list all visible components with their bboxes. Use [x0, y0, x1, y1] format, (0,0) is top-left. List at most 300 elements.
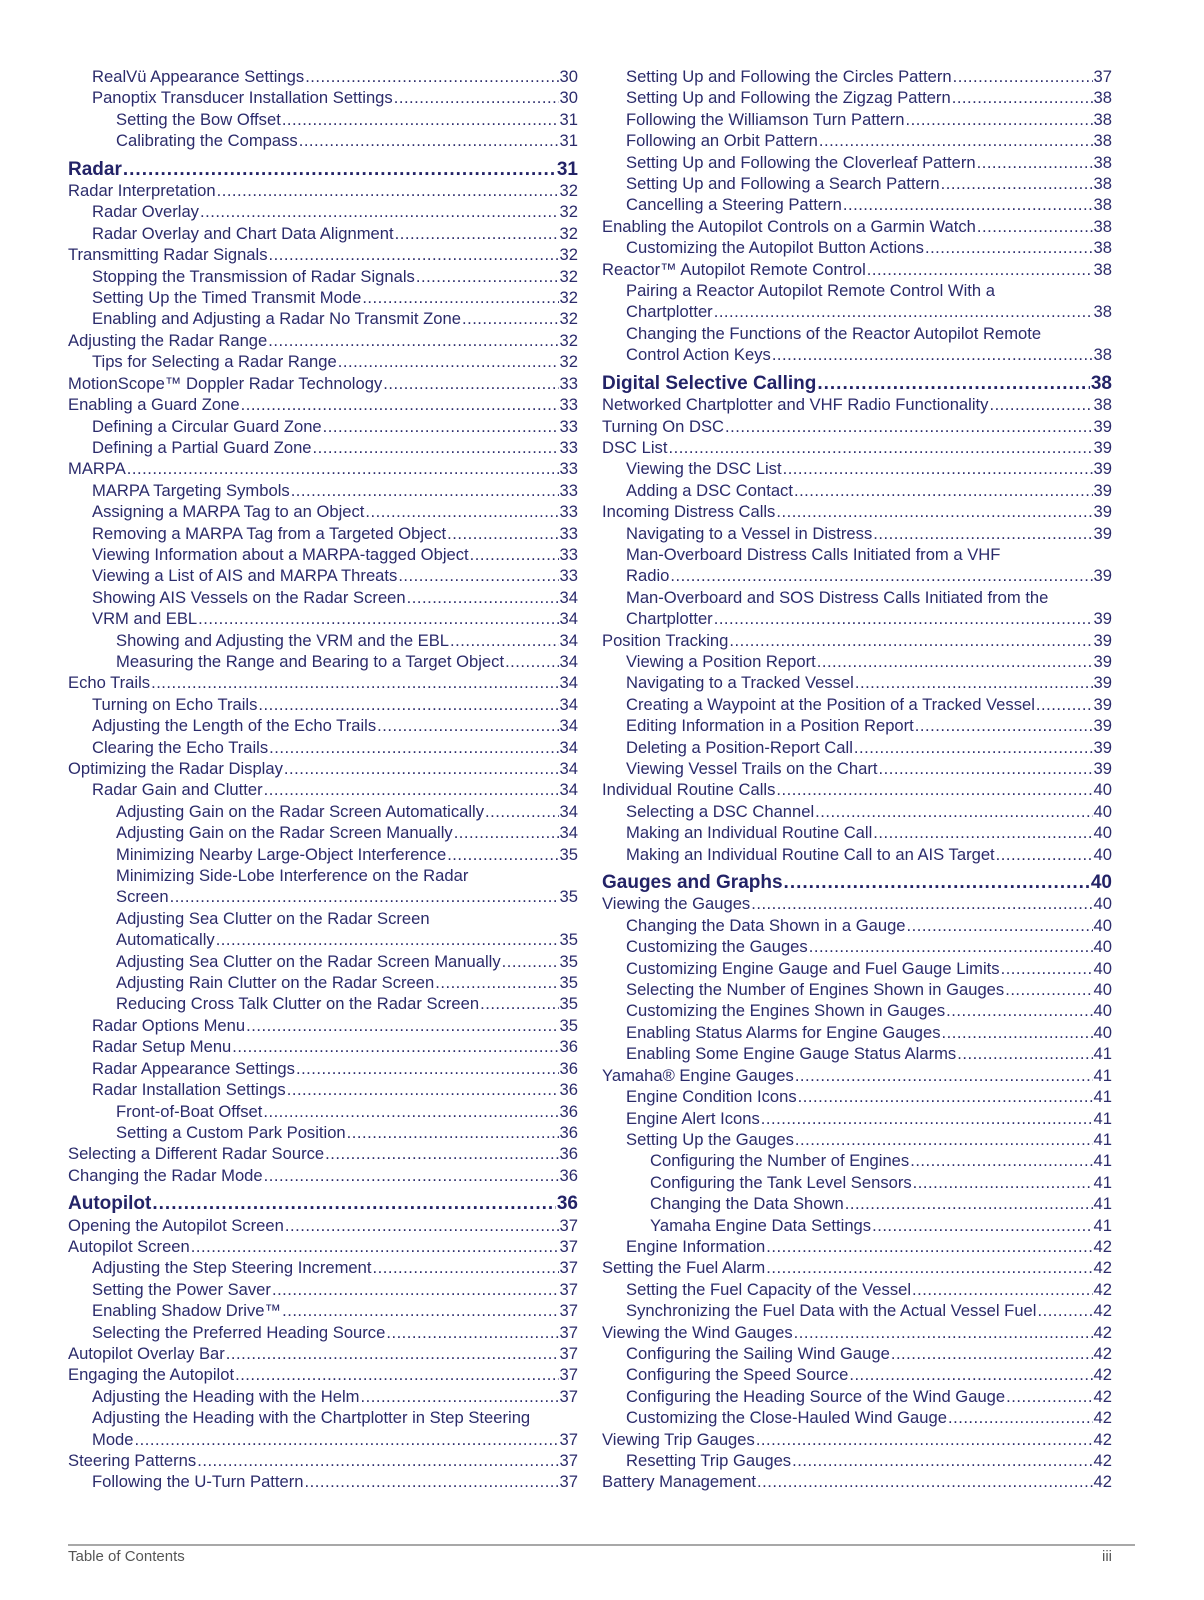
- toc-entry[interactable]: [602, 779, 1112, 800]
- toc-page-number: 40: [1093, 958, 1112, 978]
- toc-entry[interactable]: [68, 1322, 578, 1343]
- toc-page-number: 37: [559, 1322, 578, 1342]
- toc-entry[interactable]: [68, 201, 578, 222]
- toc-page-number: 39: [1093, 459, 1112, 479]
- toc-entry[interactable]: [602, 1450, 1112, 1471]
- toc-entry[interactable]: [68, 1279, 578, 1300]
- toc-entry-title: Radar Setup Menu: [92, 1037, 232, 1057]
- toc-page-number: 32: [559, 288, 578, 308]
- dot-leader: [792, 1450, 1092, 1471]
- toc-page-number: 34: [559, 673, 578, 693]
- toc-entry[interactable]: [68, 1143, 578, 1164]
- toc-entry-title: Following the Williamson Turn Pattern: [626, 109, 905, 129]
- toc-page-number: 32: [559, 181, 578, 201]
- toc-entry[interactable]: [602, 544, 1112, 587]
- toc-entry-title: Synchronizing the Fuel Data with the Actual Vessel Fuel: [626, 1301, 1037, 1321]
- toc-entry[interactable]: [602, 979, 1112, 1000]
- toc-entry[interactable]: [68, 180, 578, 201]
- toc-entry[interactable]: [602, 1043, 1112, 1064]
- toc-entry-title: Adjusting the Heading with the Chartplotter in Step Steering: [92, 1408, 531, 1428]
- dot-leader: [957, 1043, 1092, 1064]
- toc-entry[interactable]: [68, 416, 578, 437]
- toc-entry-title: Optimizing the Radar Display: [68, 759, 283, 778]
- toc-entry-title-continued: Chartplotter: [626, 609, 713, 629]
- dot-leader: [395, 223, 559, 244]
- toc-entry[interactable]: [602, 1471, 1112, 1492]
- dot-leader: [794, 480, 1093, 501]
- toc-entry-title: Setting Up the Gauges: [626, 1129, 794, 1149]
- toc-entry[interactable]: [68, 587, 578, 608]
- toc-page-number: 42: [1093, 1365, 1112, 1385]
- toc-entry[interactable]: [602, 480, 1112, 501]
- toc-entry-title: Adjusting the Heading with the Helm: [92, 1386, 360, 1406]
- dot-leader: [338, 351, 559, 372]
- dot-leader: [872, 1215, 1092, 1236]
- toc-entry-title: Engaging the Autopilot: [68, 1365, 235, 1385]
- toc-entry[interactable]: [68, 130, 578, 151]
- toc-entry-title: Transmitting Radar Signals: [68, 245, 268, 265]
- dot-leader: [996, 844, 1093, 865]
- toc-entry[interactable]: [602, 1215, 1112, 1236]
- toc-entry-title-continued: Mode: [92, 1429, 134, 1449]
- toc-entry[interactable]: [68, 1343, 578, 1364]
- toc-entry[interactable]: [602, 437, 1112, 458]
- toc-entry[interactable]: [602, 173, 1112, 194]
- toc-page-number: 41: [1093, 1044, 1112, 1064]
- toc-entry-title: Radar Overlay and Chart Data Alignment: [92, 223, 394, 243]
- toc-entry[interactable]: [68, 630, 578, 651]
- toc-page-number: 41: [1093, 1108, 1112, 1128]
- toc-page-number: 39: [1093, 523, 1112, 543]
- dot-leader: [910, 1150, 1092, 1171]
- dot-leader: [394, 87, 559, 108]
- toc-page-number: 33: [559, 566, 578, 586]
- toc-entry[interactable]: [68, 1101, 578, 1122]
- toc-entry[interactable]: [602, 651, 1112, 672]
- toc-entry[interactable]: [602, 630, 1112, 651]
- toc-entry-title: Viewing Trip Gauges: [602, 1429, 755, 1449]
- toc-entry[interactable]: [602, 1065, 1112, 1086]
- dot-leader: [873, 523, 1092, 544]
- toc-entry[interactable]: [68, 266, 578, 287]
- toc-page-number: 39: [1093, 673, 1112, 693]
- dot-leader: [480, 993, 558, 1014]
- dot-leader: [776, 501, 1092, 522]
- toc-entry[interactable]: [602, 1193, 1112, 1214]
- toc-entry[interactable]: [602, 715, 1112, 736]
- toc-entry-title: Configuring the Sailing Wind Gauge: [626, 1343, 890, 1363]
- toc-entry[interactable]: [602, 1429, 1112, 1450]
- dot-leader: [135, 1429, 559, 1450]
- toc-page-number: 38: [1093, 195, 1112, 215]
- dot-leader: [1036, 694, 1093, 715]
- toc-page-number: 34: [559, 587, 578, 607]
- toc-page-number: 34: [559, 651, 578, 671]
- toc-entry[interactable]: [68, 1364, 578, 1385]
- dot-leader: [191, 1236, 559, 1257]
- toc-entry[interactable]: [68, 844, 578, 865]
- toc-entry[interactable]: [602, 1086, 1112, 1107]
- toc-entry-title: Yamaha Engine Data Settings: [650, 1215, 872, 1235]
- toc-entry[interactable]: [68, 523, 578, 544]
- toc-page-number: 32: [559, 309, 578, 329]
- dot-leader: [361, 1386, 559, 1407]
- toc-page-number: 34: [559, 609, 578, 629]
- toc-page-number: 36: [559, 1058, 578, 1078]
- toc-entry[interactable]: [602, 109, 1112, 130]
- toc-entry[interactable]: [68, 1407, 578, 1450]
- toc-page-number: 42: [1093, 1343, 1112, 1363]
- toc-entry[interactable]: [68, 737, 578, 758]
- toc-entry-title: Enabling a Guard Zone: [68, 395, 240, 415]
- toc-page-number: 33: [559, 523, 578, 543]
- toc-entry-title: Customizing the Autopilot Button Actions: [626, 238, 924, 258]
- toc-entry[interactable]: [68, 244, 578, 265]
- toc-entry[interactable]: [68, 373, 578, 394]
- toc-entry[interactable]: [68, 951, 578, 972]
- toc-page-number: 35: [559, 951, 578, 971]
- toc-page-number: 37: [1093, 67, 1112, 86]
- toc-entry[interactable]: [68, 287, 578, 308]
- toc-page-number: 35: [559, 887, 578, 907]
- dot-leader: [170, 886, 559, 907]
- toc-page-number: 38: [1093, 238, 1112, 258]
- toc-entry-title: Setting Up and Following the Zigzag Pattern: [626, 88, 951, 108]
- toc-entry-title: Adjusting Gain on the Radar Screen Manually: [116, 823, 453, 843]
- toc-entry-title: Yamaha® Engine Gauges: [602, 1065, 794, 1085]
- toc-entry[interactable]: [68, 351, 578, 372]
- toc-entry-title: Setting Up and Following the Circles Pattern: [626, 67, 952, 86]
- dot-leader: [783, 458, 1093, 479]
- toc-entry-title: Viewing a Position Report: [626, 651, 816, 671]
- toc-entry[interactable]: [602, 893, 1112, 914]
- toc-entry[interactable]: [68, 822, 578, 843]
- toc-entry[interactable]: [68, 458, 578, 479]
- dot-leader: [879, 758, 1093, 779]
- toc-page-number: 41: [1093, 1087, 1112, 1107]
- toc-entry[interactable]: [602, 758, 1112, 779]
- toc-page-number: 39: [1093, 737, 1112, 757]
- toc-entry[interactable]: [68, 501, 578, 522]
- toc-page-number: 42: [1093, 1279, 1112, 1299]
- toc-page-number: 34: [559, 737, 578, 757]
- toc-page-number: 34: [559, 801, 578, 821]
- toc-entry-title: Customizing the Engines Shown in Gauges: [626, 1001, 946, 1021]
- toc-entry[interactable]: [602, 822, 1112, 843]
- toc-page-number: 32: [559, 223, 578, 243]
- toc-entry-title: Incoming Distress Calls: [602, 502, 776, 522]
- toc-entry-title: Enabling the Autopilot Controls on a Garmin Watch: [602, 216, 976, 236]
- toc-entry[interactable]: [602, 844, 1112, 865]
- toc-entry[interactable]: [68, 1471, 578, 1492]
- dot-leader: [953, 66, 1093, 87]
- toc-entry[interactable]: [602, 416, 1112, 437]
- toc-entry[interactable]: [602, 672, 1112, 693]
- toc-entry[interactable]: [602, 66, 1112, 87]
- toc-page-number: 33: [559, 395, 578, 415]
- dot-leader: [470, 544, 559, 565]
- toc-entry[interactable]: [68, 801, 578, 822]
- toc-entry-title: Viewing the Gauges: [602, 894, 751, 914]
- toc-entry-title: Reducing Cross Talk Clutter on the Radar Screen: [116, 994, 480, 1014]
- toc-entry[interactable]: [602, 323, 1112, 366]
- toc-entry[interactable]: [602, 801, 1112, 822]
- toc-entry[interactable]: [602, 1343, 1112, 1364]
- toc-entry[interactable]: [602, 1236, 1112, 1257]
- toc-entry[interactable]: [68, 651, 578, 672]
- toc-entry[interactable]: [602, 1000, 1112, 1021]
- toc-entry[interactable]: [602, 130, 1112, 151]
- section-title: Autopilot: [68, 1193, 152, 1215]
- toc-entry-title: Editing Information in a Position Report: [626, 716, 914, 736]
- toc-entry[interactable]: [602, 1279, 1112, 1300]
- toc-page-number: 35: [559, 844, 578, 864]
- toc-section-heading[interactable]: [68, 1193, 578, 1214]
- toc-entry-title: Echo Trails: [68, 673, 151, 693]
- toc-page-number: 30: [559, 67, 578, 86]
- toc-entry-title-continued: Chartplotter: [626, 302, 713, 322]
- toc-entry-title: Adjusting Sea Clutter on the Radar Screen Manually: [116, 951, 501, 971]
- toc-page-number: 37: [559, 1472, 578, 1492]
- toc-entry-title: Resetting Trip Gauges: [626, 1451, 792, 1470]
- toc-entry[interactable]: [68, 1300, 578, 1321]
- dot-leader: [952, 87, 1093, 108]
- toc-entry[interactable]: [602, 501, 1112, 522]
- toc-page-number: 34: [559, 630, 578, 650]
- toc-page-number: 33: [559, 502, 578, 522]
- toc-entry-title: Position Tracking: [602, 630, 729, 650]
- toc-entry[interactable]: [68, 1036, 578, 1057]
- toc-entry[interactable]: [602, 1407, 1112, 1428]
- dot-leader: [668, 437, 1092, 458]
- toc-entry-title: Setting Up and Following a Search Pattern: [626, 174, 940, 194]
- toc-entry[interactable]: [68, 1058, 578, 1079]
- toc-entry[interactable]: [68, 779, 578, 800]
- toc-section-heading[interactable]: [68, 159, 578, 180]
- toc-entry[interactable]: [68, 608, 578, 629]
- dot-leader: [151, 672, 558, 693]
- dot-leader: [1006, 1386, 1092, 1407]
- toc-page-number: 39: [1093, 416, 1112, 436]
- toc-entry-title: Minimizing Nearby Large-Object Interference: [116, 844, 447, 864]
- toc-entry[interactable]: [68, 1236, 578, 1257]
- dot-leader: [246, 1015, 558, 1036]
- toc-entry[interactable]: [602, 1172, 1112, 1193]
- toc-entry-title: Selecting the Preferred Heading Source: [92, 1322, 386, 1342]
- toc-entry-title: Selecting a DSC Channel: [626, 801, 815, 821]
- toc-page-number: 33: [559, 459, 578, 479]
- dot-leader: [462, 308, 559, 329]
- dot-leader: [454, 822, 559, 843]
- toc-page-number: 39: [1093, 694, 1112, 714]
- toc-page-number: 32: [559, 245, 578, 265]
- toc-entry-title: Viewing a List of AIS and MARPA Threats: [92, 566, 398, 586]
- toc-entry-continuation: [116, 929, 578, 950]
- dot-leader: [398, 565, 558, 586]
- toc-entry-title: Setting Up the Timed Transmit Mode: [92, 288, 362, 308]
- toc-page-number: 34: [559, 716, 578, 736]
- toc-entry[interactable]: [68, 394, 578, 415]
- toc-page-number: 41: [1093, 1065, 1112, 1085]
- dot-leader: [362, 287, 558, 308]
- toc-entry[interactable]: [68, 865, 578, 908]
- dot-leader: [766, 1236, 1092, 1257]
- toc-entry-title: Customizing the Close-Hauled Wind Gauge: [626, 1408, 947, 1428]
- toc-entry-title: Showing and Adjusting the VRM and the EBL: [116, 630, 450, 650]
- dot-leader: [907, 915, 1093, 936]
- toc-section-heading[interactable]: [602, 373, 1112, 394]
- toc-entry[interactable]: [602, 737, 1112, 758]
- toc-column-left: [68, 66, 578, 1493]
- toc-entry[interactable]: [68, 1386, 578, 1407]
- toc-entry[interactable]: [602, 1300, 1112, 1321]
- toc-page-number: 33: [559, 437, 578, 457]
- toc-entry[interactable]: [68, 1165, 578, 1186]
- toc-entry[interactable]: [68, 330, 578, 351]
- toc-entry[interactable]: [68, 1079, 578, 1100]
- toc-entry[interactable]: [68, 694, 578, 715]
- dot-leader: [989, 394, 1092, 415]
- dot-leader: [200, 201, 559, 222]
- toc-page-number: 40: [1093, 1022, 1112, 1042]
- toc-entry-title: Setting the Power Saver: [92, 1279, 271, 1299]
- toc-entry-title: Adjusting the Step Steering Increment: [92, 1258, 372, 1278]
- toc-entry[interactable]: [68, 758, 578, 779]
- toc-page-number: 40: [1093, 801, 1112, 821]
- dot-leader: [232, 1036, 558, 1057]
- toc-entry[interactable]: [602, 259, 1112, 280]
- toc-entry[interactable]: [68, 1015, 578, 1036]
- toc-page-number: 38: [1093, 131, 1112, 151]
- toc-page-number: 40: [1093, 915, 1112, 935]
- toc-entry[interactable]: [68, 223, 578, 244]
- toc-entry[interactable]: [602, 1386, 1112, 1407]
- toc-page-number: 38: [1093, 88, 1112, 108]
- toc-page-number: 32: [559, 266, 578, 286]
- toc-entry-title: Configuring the Heading Source of the Wind Gauge: [626, 1386, 1006, 1406]
- toc-entry-title: Calibrating the Compass: [116, 131, 298, 151]
- toc-entry[interactable]: [602, 237, 1112, 258]
- toc-page-number: 35: [559, 1015, 578, 1035]
- toc-entry[interactable]: [602, 394, 1112, 415]
- toc-page-number: 35: [559, 994, 578, 1014]
- toc-page-number: 37: [559, 1343, 578, 1363]
- toc-entry[interactable]: [602, 523, 1112, 544]
- toc-entry-title: Engine Information: [626, 1236, 766, 1256]
- toc-section-heading[interactable]: [602, 872, 1112, 893]
- toc-page-number: 39: [1093, 759, 1112, 778]
- toc-page-number: 38: [1093, 152, 1112, 172]
- toc-page-number: 34: [559, 694, 578, 714]
- toc-entry[interactable]: [602, 280, 1112, 323]
- dot-leader: [197, 1450, 558, 1471]
- toc-page-number: 42: [1093, 1236, 1112, 1256]
- toc-page-number: 37: [559, 1236, 578, 1256]
- toc-entry-title: Making an Individual Routine Call: [626, 823, 873, 843]
- toc-entry[interactable]: [68, 109, 578, 130]
- toc-entry[interactable]: [602, 152, 1112, 173]
- toc-entry[interactable]: [68, 908, 578, 951]
- toc-page-number: 39: [1093, 651, 1112, 671]
- toc-entry[interactable]: [68, 1215, 578, 1236]
- toc-entry[interactable]: [68, 672, 578, 693]
- toc-entry[interactable]: [602, 1257, 1112, 1278]
- toc-page-number: 39: [1093, 502, 1112, 522]
- toc-entry[interactable]: [602, 1150, 1112, 1171]
- dot-leader: [977, 216, 1093, 237]
- dot-leader: [263, 1101, 558, 1122]
- toc-entry[interactable]: [602, 1108, 1112, 1129]
- toc-entry[interactable]: [602, 1364, 1112, 1385]
- toc-entry[interactable]: [602, 958, 1112, 979]
- toc-entry[interactable]: [68, 1450, 578, 1471]
- toc-entry-title: Panoptix Transducer Installation Settings: [92, 88, 393, 108]
- toc-entry-title: Enabling Some Engine Gauge Status Alarms: [626, 1044, 957, 1064]
- toc-entry-title: Stopping the Transmission of Radar Signals: [92, 266, 415, 286]
- toc-entry[interactable]: [602, 587, 1112, 630]
- toc-entry[interactable]: [68, 993, 578, 1014]
- dot-leader: [217, 180, 559, 201]
- toc-entry-title: Pairing a Reactor Autopilot Remote Control With a: [626, 281, 995, 301]
- toc-entry[interactable]: [68, 972, 578, 993]
- toc-entry[interactable]: [602, 194, 1112, 215]
- toc-page-number: 40: [1093, 980, 1112, 1000]
- toc-entry[interactable]: [68, 480, 578, 501]
- toc-page-number: 42: [1093, 1301, 1112, 1321]
- toc-entry-title: MotionScope™ Doppler Radar Technology: [68, 373, 383, 393]
- dot-leader: [127, 458, 559, 479]
- toc-entry-title: Steering Patterns: [68, 1451, 197, 1470]
- toc-entry[interactable]: [602, 1022, 1112, 1043]
- toc-entry[interactable]: [602, 87, 1112, 108]
- footer-divider: [68, 1544, 1135, 1546]
- toc-page-number: 41: [1093, 1215, 1112, 1235]
- toc-entry[interactable]: [68, 1257, 578, 1278]
- dot-leader: [291, 480, 559, 501]
- toc-entry[interactable]: [68, 565, 578, 586]
- toc-entry[interactable]: [602, 915, 1112, 936]
- dot-leader: [313, 437, 559, 458]
- toc-entry[interactable]: [68, 66, 578, 87]
- dot-leader: [946, 1000, 1092, 1021]
- toc-page-number: 36: [559, 1122, 578, 1142]
- toc-page-number: 39: [1093, 630, 1112, 650]
- dot-leader: [1001, 958, 1093, 979]
- toc-entry[interactable]: [602, 216, 1112, 237]
- toc-entry[interactable]: [602, 1322, 1112, 1343]
- toc-entry-title: Setting the Fuel Capacity of the Vessel: [626, 1279, 912, 1299]
- toc-entry[interactable]: [68, 87, 578, 108]
- dot-leader: [906, 109, 1093, 130]
- toc-entry[interactable]: [68, 308, 578, 329]
- toc-entry[interactable]: [68, 715, 578, 736]
- toc-entry[interactable]: [602, 694, 1112, 715]
- toc-entry-title: Enabling Status Alarms for Engine Gauges: [626, 1022, 941, 1042]
- toc-entry[interactable]: [602, 458, 1112, 479]
- dot-leader: [447, 844, 558, 865]
- toc-entry-title: Engine Alert Icons: [626, 1108, 760, 1128]
- toc-entry[interactable]: [602, 1129, 1112, 1150]
- dot-leader: [1037, 1300, 1092, 1321]
- toc-entry-title: Adjusting Rain Clutter on the Radar Screen: [116, 973, 435, 993]
- toc-entry[interactable]: [68, 437, 578, 458]
- toc-page-number: 42: [1093, 1472, 1112, 1492]
- toc-entry[interactable]: [68, 544, 578, 565]
- toc-entry[interactable]: [68, 1122, 578, 1143]
- toc-entry-title: Navigating to a Tracked Vessel: [626, 673, 854, 693]
- toc-entry[interactable]: [602, 936, 1112, 957]
- toc-page-number: 36: [559, 1080, 578, 1100]
